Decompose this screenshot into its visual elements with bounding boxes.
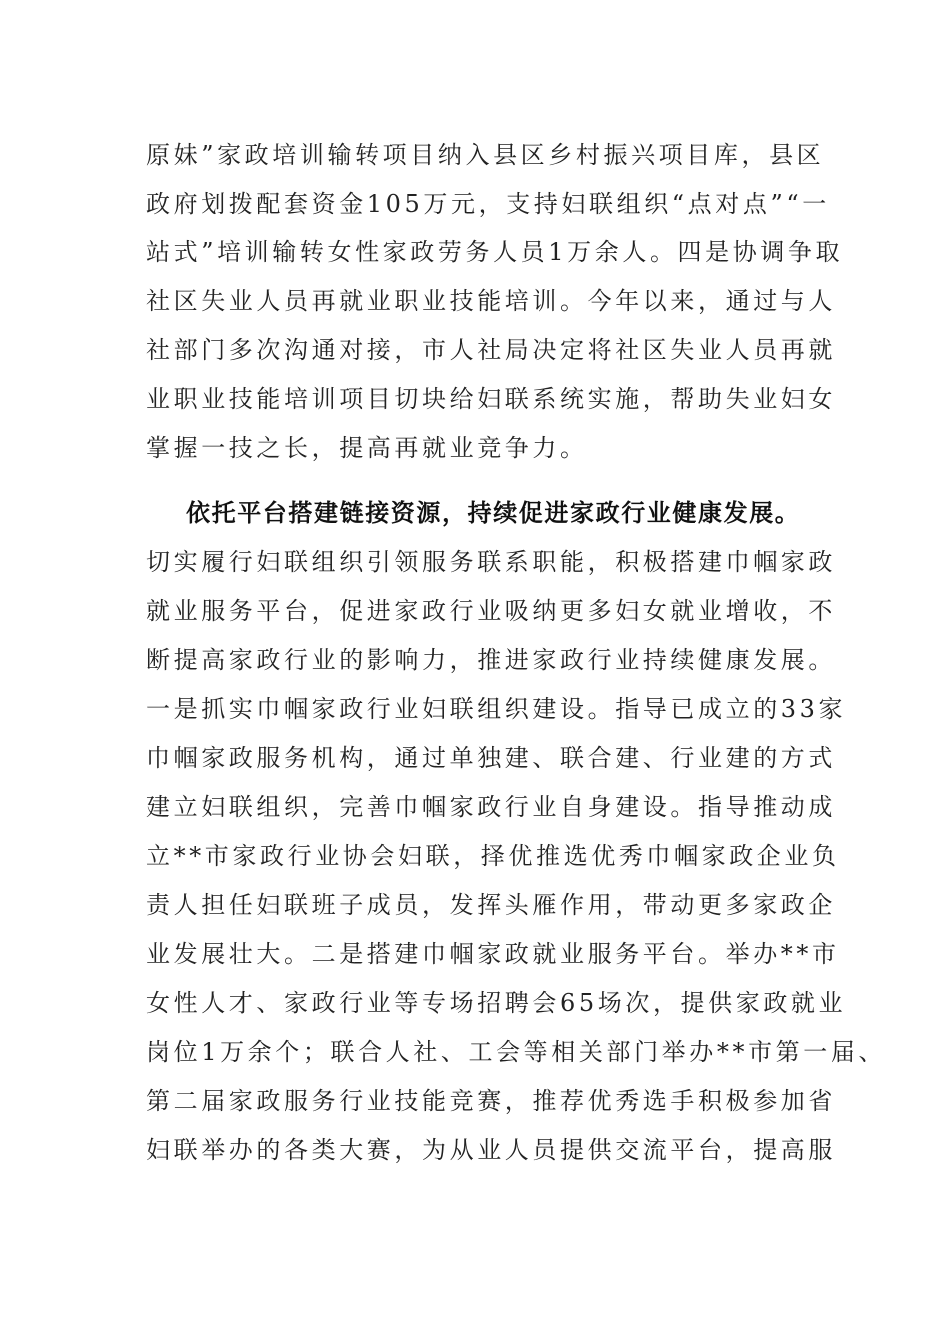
body-text-line: 一是抓实巾帼家政行业妇联组织建设。指导已成立的33家 xyxy=(146,695,847,723)
body-text-line: 业发展壮大。二是搭建巾帼家政就业服务平台。举办**市 xyxy=(146,940,840,968)
body-text-line: 原妹”家政培训输转项目纳入县区乡村振兴项目库，县区 xyxy=(146,141,825,169)
body-text-line: 就业服务平台，促进家政行业吸纳更多妇女就业增收，不 xyxy=(146,597,836,625)
body-text-line: 女性人才、家政行业等专场招聘会65场次，提供家政就业 xyxy=(146,989,847,1017)
body-text-line: 政府划拨配套资金105万元，支持妇联组织“点对点”“一 xyxy=(146,190,830,218)
body-text-line: 第二届家政服务行业技能竞赛，推荐优秀选手积极参加省 xyxy=(146,1087,836,1115)
section-heading: 依托平台搭建链接资源，持续促进家政行业健康发展。 xyxy=(186,499,801,527)
body-text-line: 切实履行妇联组织引领服务联系职能，积极搭建巾帼家政 xyxy=(146,548,836,576)
body-text-line: 社区失业人员再就业职业技能培训。今年以来，通过与人 xyxy=(146,287,836,315)
body-text-line: 妇联举办的各类大赛，为从业人员提供交流平台，提高服 xyxy=(146,1136,836,1164)
body-text-line: 社部门多次沟通对接，市人社局决定将社区失业人员再就 xyxy=(146,336,836,364)
body-text-line: 站式”培训输转女性家政劳务人员1万余人。四是协调争取 xyxy=(146,238,844,266)
body-text-line: 责人担任妇联班子成员，发挥头雁作用，带动更多家政企 xyxy=(146,891,836,919)
body-text-line: 岗位1万余个；联合人社、工会等相关部门举办**市第一届、 xyxy=(146,1038,887,1066)
body-text-line: 立**市家政行业协会妇联，择优推选优秀巾帼家政企业负 xyxy=(146,842,840,870)
body-text-line: 巾帼家政服务机构，通过单独建、联合建、行业建的方式 xyxy=(146,744,836,772)
body-text-line: 建立妇联组织，完善巾帼家政行业自身建设。指导推动成 xyxy=(146,793,836,821)
body-text-line: 业职业技能培训项目切块给妇联系统实施，帮助失业妇女 xyxy=(146,385,836,413)
body-text-line: 掌握一技之长，提高再就业竞争力。 xyxy=(146,434,588,462)
body-text-line: 断提高家政行业的影响力，推进家政行业持续健康发展。 xyxy=(146,646,836,674)
